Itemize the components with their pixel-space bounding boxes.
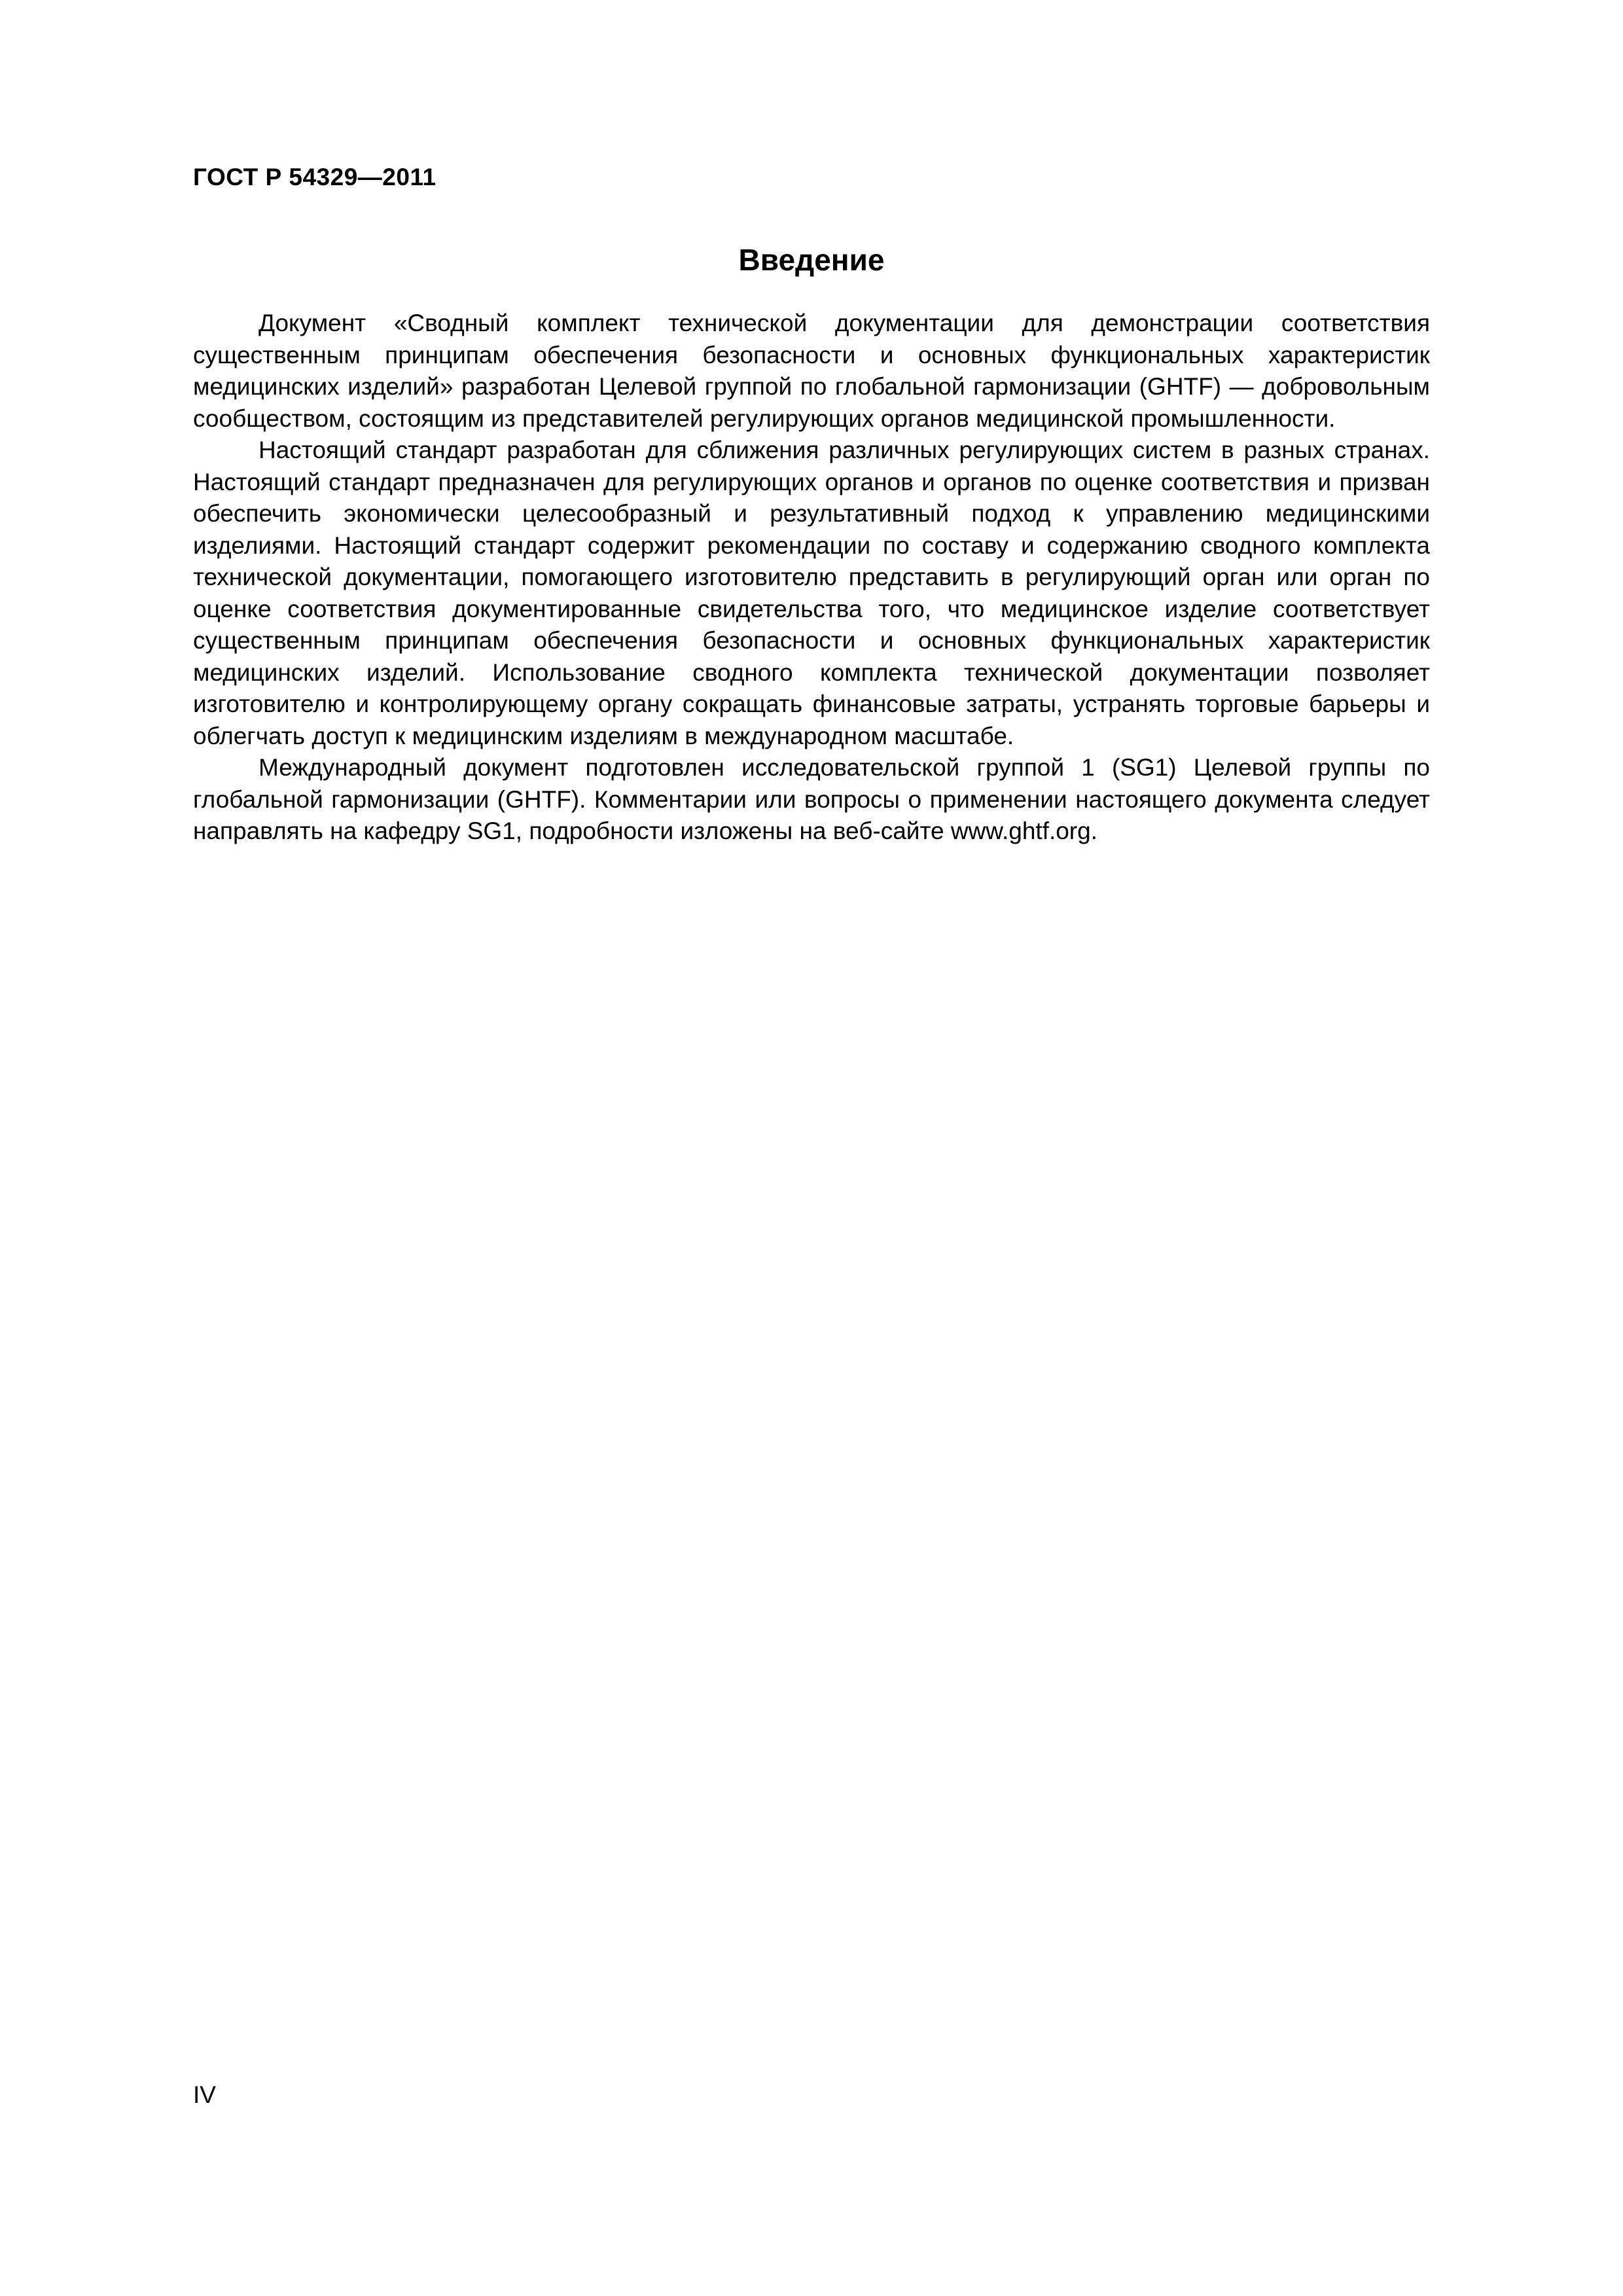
page-number: IV — [193, 2081, 216, 2108]
paragraph: Международный документ подготовлен исследовательской группой 1 (SG1) Целевой группы по глобальной гармонизации (GHTF). Комментарии или вопросы о применении настоящего документа следует направлять на кафедру SG1, подробности изложены на веб-сайте www.ghtf.org. — [193, 754, 1430, 844]
section-title: Введение — [738, 243, 885, 277]
body-text — [193, 308, 1430, 848]
paragraph: Документ «Сводный комплект технической документации для демонстрации соответствия существенным принципам обеспечения безопасности и основных функциональных характеристик медицинских изделий» разработан Целевой группой по глобальной гармонизации (GHTF) — добровольным сообществом, состоящим из представителей регулирующих органов медицинской промышленности. — [193, 310, 1430, 432]
standard-id: ГОСТ Р 54329—2011 — [193, 164, 437, 190]
paragraph: Настоящий стандарт разработан для сближения различных регулирующих систем в разных странах. Настоящий стандарт предназначен для регулирующих органов и органов по оценке соответствия и призван обеспечить экономически целесообразный и результативный подход к управлению медицинскими изделиями. Настоящий стандарт содержит рекомендации по составу и содержанию сводного комплекта технической документации, помогающего изготовителю представить в регулирующий орган или орган по оценке соответствия документированные свидетельства того, что медицинское изделие соответствует существенным принципам обеспечения безопасности и основных функциональных характеристик медицинских изделий. Использование сводного комплекта технической документации позволяет изготовителю и контролирующему органу сокращать финансовые затраты, устранять торговые барьеры и облегчать доступ к медицинским изделиям в международном масштабе. — [193, 437, 1430, 749]
